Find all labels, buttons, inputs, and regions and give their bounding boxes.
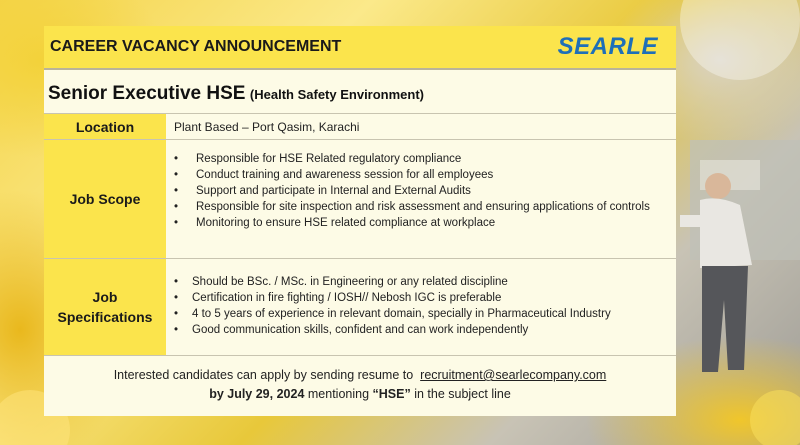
job-specifications-list [168, 259, 676, 338]
apply-text: Interested candidates can apply by sending resume to [113, 368, 414, 382]
vacancy-card [44, 26, 676, 416]
job-scope-label-text: Job Scope [69, 191, 141, 207]
machine-frame [700, 160, 760, 190]
header-bar [44, 26, 676, 68]
deadline: by July 29, 2024 [209, 387, 305, 401]
searle-logo: SEARLE [557, 33, 658, 60]
job-scope-cell [168, 140, 676, 258]
location-label-text: Location [75, 118, 135, 135]
location-cell [168, 114, 676, 139]
recruitment-email-link[interactable]: recruitment@searlecompany.com [420, 368, 607, 382]
list-item: • Support and participate in Internal and External Audits [168, 183, 676, 199]
list-item: • Monitoring to ensure HSE related compliance at workplace [168, 215, 676, 231]
location-value: Plant Based – Port Qasim, Karachi [174, 120, 360, 134]
mention-value: “HSE” [372, 387, 411, 401]
subject-text: in the subject line [414, 387, 511, 401]
machine-panel [690, 140, 800, 260]
list-item: • Conduct training and awareness session for all employees [168, 167, 676, 183]
job-scope-label [44, 140, 166, 258]
worker-figure [680, 173, 752, 372]
footer-line-1 [44, 366, 676, 385]
bokeh-circle [750, 390, 800, 445]
announcement-title: CAREER VACANCY ANNOUNCEMENT [50, 38, 342, 55]
job-specifications-label [44, 259, 166, 355]
list-item: • 4 to 5 years of experience in relevant domain, specially in Pharmaceutical Industry [168, 306, 676, 322]
list-item: • Certification in fire fighting / IOSH// Nebosh IGC is preferable [168, 290, 676, 306]
job-title-subtitle: (Health Safety Environment) [249, 87, 425, 102]
mention-text: mentioning [307, 387, 370, 401]
bokeh-circle [680, 0, 800, 80]
list-item: • Responsible for site inspection and risk assessment and ensuring applications of controls [168, 199, 676, 215]
header-divider [44, 68, 676, 70]
list-item: • Should be BSc. / MSc. in Engineering or any related discipline [168, 274, 676, 290]
list-item: • Responsible for HSE Related regulatory compliance [168, 151, 676, 167]
job-title: Senior Executive HSE [48, 83, 246, 104]
application-instructions [44, 366, 676, 404]
footer-line-2 [44, 385, 676, 404]
job-title-block [48, 83, 424, 105]
list-item: • Good communication skills, confident and can work independently [168, 322, 676, 338]
job-spec-label-line1: Job [92, 289, 118, 305]
job-specifications-cell [168, 259, 676, 355]
divider [44, 355, 676, 356]
job-spec-label-line2: Specifications [57, 309, 153, 325]
location-label [44, 114, 166, 139]
job-scope-list [168, 140, 676, 231]
